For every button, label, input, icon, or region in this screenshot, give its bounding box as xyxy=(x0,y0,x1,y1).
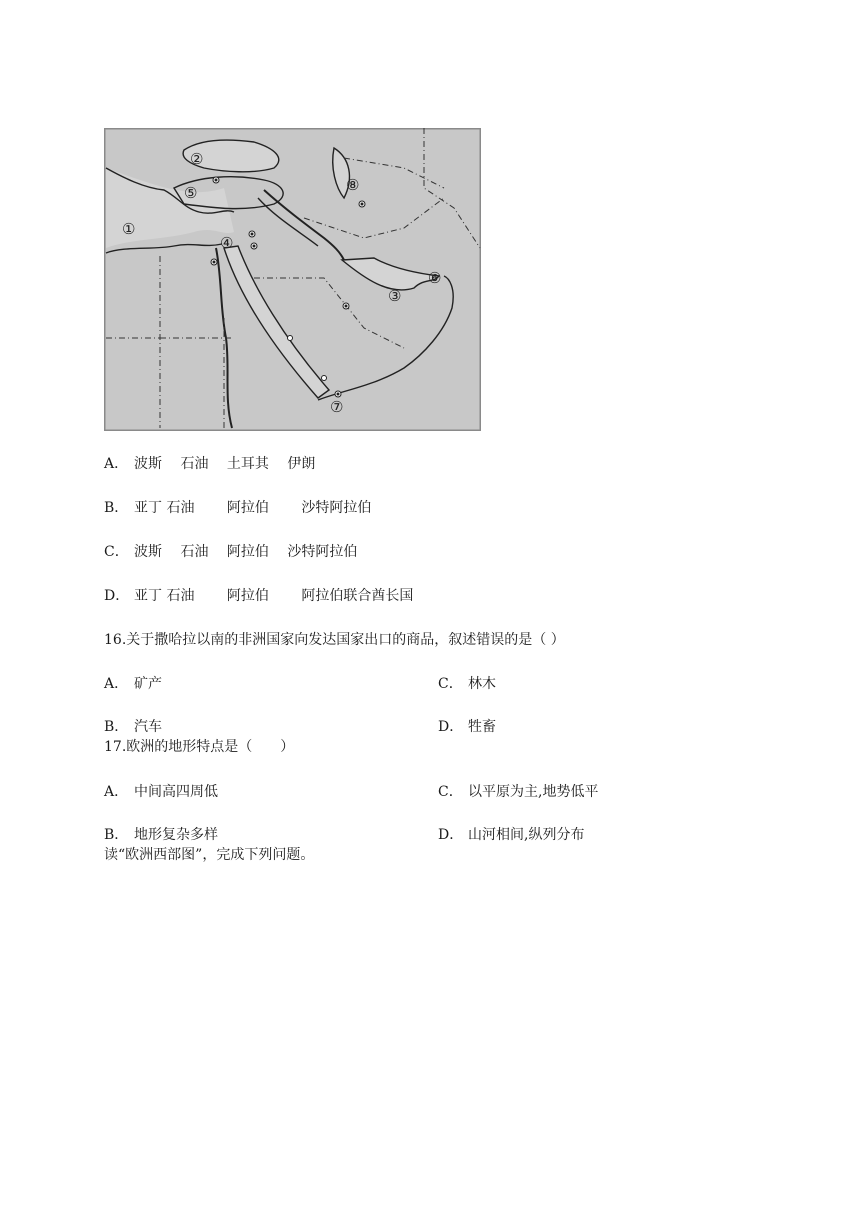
q16-option-a-label[interactable]: A． xyxy=(104,676,129,692)
q15-option-d[interactable] xyxy=(104,587,744,605)
marker-5: ⑤ xyxy=(184,184,198,202)
option-label: D． xyxy=(104,588,130,604)
marker-7: ⑦ xyxy=(330,398,344,416)
q17-option-b-label[interactable]: B． xyxy=(104,827,129,843)
option-label: A． xyxy=(104,456,129,472)
q16-option-d-text[interactable]: 牲畜 xyxy=(468,719,496,735)
q15-option-a[interactable] xyxy=(104,455,744,473)
q17-option-b-text[interactable]: 地形复杂多样 xyxy=(134,827,218,843)
q16-option-c-label[interactable]: C． xyxy=(438,676,463,692)
middle-east-map xyxy=(104,128,481,431)
q17-option-c-text[interactable]: 以平原为主,地势低平 xyxy=(468,784,599,800)
instruction-text: 读“欧洲西部图”，完成下列问题。 xyxy=(104,847,315,863)
marker-8: ⑧ xyxy=(346,176,360,194)
option-text: 波斯 石油 阿拉伯 沙特阿拉伯 xyxy=(134,544,358,560)
q15-option-b[interactable] xyxy=(104,499,744,517)
marker-6: ⑥ xyxy=(428,269,442,287)
q15-option-c[interactable] xyxy=(104,543,744,561)
q17-options-row-2 xyxy=(104,826,744,844)
q17-option-a-text[interactable]: 中间高四周低 xyxy=(134,784,218,800)
option-label: C． xyxy=(104,544,129,560)
option-text: 亚丁 石油 阿拉伯 阿拉伯联合酋长国 xyxy=(134,588,414,604)
marker-2: ② xyxy=(190,150,204,168)
q16-option-b-text[interactable]: 汽车 xyxy=(134,719,162,735)
q16-option-a-text[interactable]: 矿产 xyxy=(134,676,162,692)
q16-stem: 16.关于撒哈拉以南的非洲国家向发达国家出口的商品，叙述错误的是（ ） xyxy=(104,632,565,648)
option-label: B． xyxy=(104,500,129,516)
q17-option-a-label[interactable]: A． xyxy=(104,784,129,800)
q16-options-row-2 xyxy=(104,718,744,736)
q16-option-d-label[interactable]: D． xyxy=(438,719,464,735)
q17-option-d-text[interactable]: 山河相间,纵列分布 xyxy=(468,827,585,843)
q17-option-d-label[interactable]: D． xyxy=(438,827,464,843)
q17-option-c-label[interactable]: C． xyxy=(438,784,463,800)
q16-options-row-1 xyxy=(104,675,744,693)
q17-options-row-1 xyxy=(104,783,744,801)
q16-option-b-label[interactable]: B． xyxy=(104,719,129,735)
marker-4: ④ xyxy=(220,234,234,252)
option-text: 亚丁 石油 阿拉伯 沙特阿拉伯 xyxy=(134,500,372,516)
marker-3: ③ xyxy=(388,287,402,305)
q16-option-c-text[interactable]: 林木 xyxy=(468,676,496,692)
option-text: 波斯 石油 土耳其 伊朗 xyxy=(134,456,316,472)
marker-1: ① xyxy=(122,220,136,238)
q17-stem: 17.欧洲的地形特点是（ ） xyxy=(104,739,295,755)
